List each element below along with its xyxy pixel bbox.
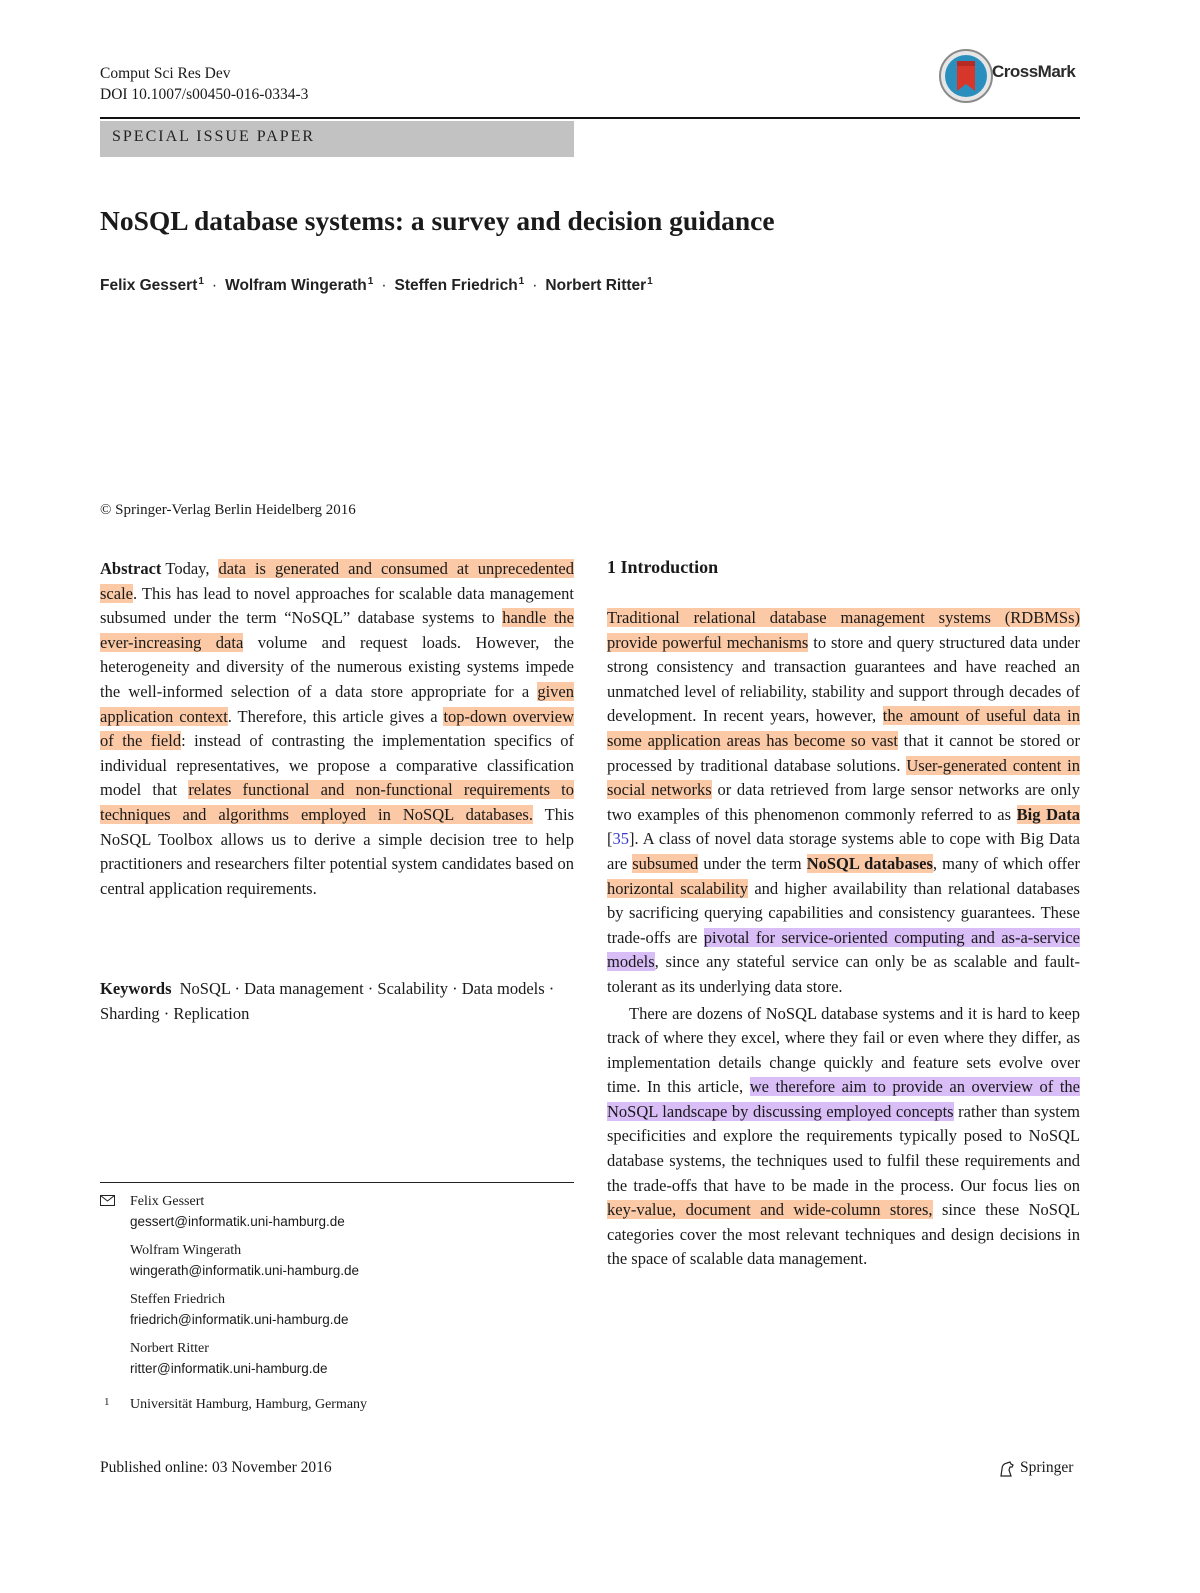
journal-name: Comput Sci Res Dev <box>100 65 231 82</box>
abstract: Abstract Today, data is generated and consumed at unprecedented scale. This has lead to novel approaches for scalable data management subsumed under the term “NoSQL” database systems to handle the ever-increasing data volume and request loads. However, the heterogeneity and diversity of the numerous existing systems impede the well-informed selection of a data store appropriate for a given application context. Therefore, this article gives a top-down overview of the field: instead of contrasting the implementation specifics of individual representatives, we propose a comparative classification model that relates functional and non-functional requirements to techniques and algorithms employed in NoSQL databases. This NoSQL Toolbox allows us to derive a simple decision tree to help practitioners and researchers filter potential system candidates based on central application requirements. <box>100 559 575 898</box>
author: Wolfram Wingerath$^1$ <box>225 276 374 295</box>
crossmark-label: CrossMark <box>992 62 1076 81</box>
highlight[interactable]: given application context <box>100 681 574 726</box>
author: Felix Gessert$^1$ <box>100 276 204 295</box>
issue-type-bar <box>100 121 574 157</box>
paragraph: There are dozens of NoSQL database systems and it is hard to keep track of where they excel, where they fail or even where they differ, as implementation details change quickly and feature sets evolve over time. In this article, we therefore aim to provide an overview of the NoSQL landscape by discussing employed concepts rather than system specificities and explore the requirements typically posed to NoSQL database systems, the techniques used to fulfil these requirements and the trade-offs that have to be made in the process. Our focus lies on key-value, document and wide-column stores, since these NoSQL categories cover the most relevant techniques and design decisions in the space of scalable data management. <box>607 1003 1080 1269</box>
citation-link[interactable]: 35 <box>612 829 629 849</box>
affiliation-text: Universität Hamburg, Hamburg, Germany <box>130 1397 368 1412</box>
author-list <box>100 276 653 295</box>
contact-entry <box>100 1290 574 1330</box>
contact-name: Felix Gessert <box>130 1194 205 1209</box>
contact-email[interactable]: wingerath@informatik.uni-hamburg.de <box>130 1263 360 1278</box>
contact-email[interactable]: gessert@informatik.uni-hamburg.de <box>130 1214 345 1229</box>
issue-type: SPECIAL ISSUE PAPER <box>112 128 316 145</box>
crossmark-icon <box>938 48 994 104</box>
contact-name: Norbert Ritter <box>130 1341 209 1356</box>
affiliation-number: 1 <box>104 1396 110 1408</box>
author-separator: · <box>532 277 538 295</box>
header-rule <box>100 117 1080 119</box>
keywords-label: Keywords <box>100 979 172 998</box>
contact-entry <box>100 1192 574 1232</box>
abstract-label: Abstract <box>100 559 162 578</box>
highlight[interactable]: we therefore aim to provide an overview of the NoSQL landscape by discussing employed concepts <box>607 1077 1080 1121</box>
author-contacts <box>100 1192 574 1415</box>
highlight[interactable]: subsumed <box>632 853 699 873</box>
footnote-rule <box>100 1182 574 1183</box>
highlight[interactable]: Big Data <box>1016 804 1081 824</box>
highlight[interactable]: top-down overview of the field <box>100 706 574 751</box>
paper-title: NoSQL database systems: a survey and decision guidance <box>100 205 775 236</box>
paragraph: Traditional relational database management systems (RDBMSs) provide powerful mechanisms to store and query structured data under strong consistency and transaction guarantees and have reached an unmatched level of reliability, stability and support through decades of development. In recent years, however, the amount of useful data in some application areas has become so vast that it cannot be stored or processed by traditional database solutions. User-generated content in social networks or data retrieved from large sensor networks are only two examples of this phenomenon commonly referred to as Big Data [35]. A class of novel data storage systems able to cope with Big Data are subsumed under the term NoSQL databases, many of which offer horizontal scalability and higher availability than relational databases by sacrificing querying capabilities and consistency guarantees. These trade-offs are pivotal for service-oriented computing and as-a-service models, since any stateful service can only be as scalable and fault-tolerant as its underlying data store. <box>607 608 1081 996</box>
keywords <box>100 977 574 1026</box>
contact-email[interactable]: ritter@informatik.uni-hamburg.de <box>130 1361 328 1376</box>
publisher-name: Springer <box>1020 1459 1074 1476</box>
author-separator: · <box>211 277 218 295</box>
springer-horse-icon <box>998 1460 1016 1478</box>
author: Steffen Friedrich$^1$ <box>394 276 525 295</box>
highlight[interactable]: handle the ever-increasing data <box>100 608 574 652</box>
doi[interactable]: DOI 10.1007/s00450-016-0334-3 <box>100 86 309 103</box>
highlight[interactable]: User-generated content in social networks <box>607 755 1081 800</box>
contact-email[interactable]: friedrich@informatik.uni-hamburg.de <box>130 1312 349 1327</box>
contact-entry <box>100 1339 574 1379</box>
contact-name: Wolfram Wingerath <box>130 1243 242 1258</box>
highlight[interactable]: NoSQL databases <box>806 853 933 873</box>
springer-logo <box>998 1459 1082 1481</box>
highlight[interactable]: pivotal for service-oriented computing and as-a-service models <box>607 927 1080 972</box>
highlight[interactable]: horizontal scalability <box>607 878 749 898</box>
contact-name: Steffen Friedrich <box>130 1292 225 1307</box>
keywords-list: NoSQL · Data management · Scalability · Data models · Sharding · Replication <box>100 979 555 1023</box>
copyright-notice: © Springer-Verlag Berlin Heidelberg 2016 <box>100 502 356 518</box>
section-heading: 1 Introduction <box>607 557 719 577</box>
contact-entry <box>100 1241 574 1281</box>
highlight[interactable]: relates functional and non-functional requirements to techniques and algorithms employed in NoSQL databases. <box>100 780 574 824</box>
author-separator: · <box>381 277 387 295</box>
highlight[interactable]: the amount of useful data in some application areas has become so vast <box>607 706 1080 750</box>
highlight[interactable]: Traditional relational database management systems (RDBMSs) provide powerful mechanisms <box>607 608 1080 652</box>
envelope-icon <box>100 1195 115 1206</box>
crossmark-logo[interactable] <box>938 48 1088 104</box>
highlight[interactable]: key-value, document and wide-column stores, <box>607 1200 933 1220</box>
introduction-body <box>607 606 1080 1272</box>
highlight[interactable]: data is generated and consumed at unprecedented scale <box>100 559 574 603</box>
affiliation <box>100 1395 574 1415</box>
journal-info <box>100 63 308 105</box>
author: Norbert Ritter$^1$ <box>545 276 653 295</box>
published-date: Published online: 03 November 2016 <box>100 1459 332 1476</box>
